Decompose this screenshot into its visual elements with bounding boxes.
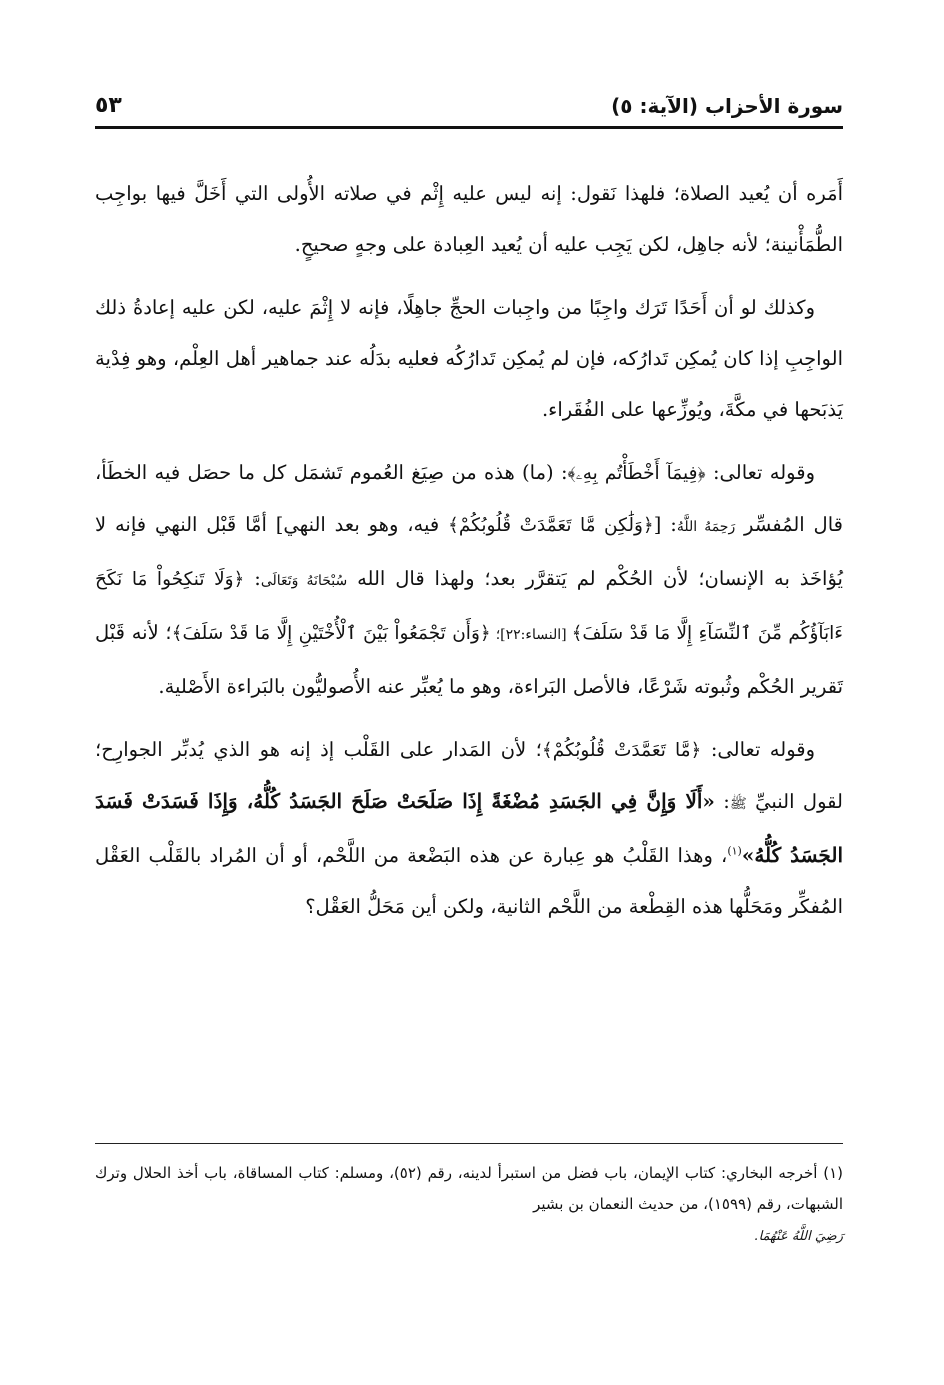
footnote-1 (95, 1158, 843, 1252)
paragraph-3 (95, 447, 843, 712)
text-run: : [ (653, 513, 677, 536)
honorific: رَحِمَهُ اللَّهُ (676, 519, 736, 535)
book-page (95, 80, 843, 1320)
quran-verse: ﴿مَّا تَعَمَّدَتْ قُلُوبُكُمْ﴾ (541, 740, 702, 761)
running-title: سورة الأحزاب (الآية: ٥) (611, 94, 843, 118)
footnote-honorific: رَضِيَ اللَّهُ عَنْهُمَا. (754, 1229, 843, 1244)
text-run: : (ما) هذه من صِيَغ العُموم تَشمَل كل ما حصَل فيه الخطَأ، قال المُفسِّر (95, 461, 843, 536)
text-run: ، وهذا القَلْبُ هو عِبارة عن هذه البَضْعة من اللَّحْم، أو أن المُراد بالقَلْب العَقْل المُفكِّر ومَحَلُّها هذه القِطْعة من اللَّحْم الثانية، ولكن أين مَحَلُّ العَقْل؟ (95, 844, 843, 918)
paragraph-2: وكذلك لو أن أَحَدًا تَرَك واجِبًا من واجِبات الحجِّ جاهِلًا، فإنه لا إِثْمَ عليه، لكن عليه إعادةُ ذلك الواجِبِ إذا كان يُمكِن تَدارُكه، فإن لم يُمكِن تَدارُكُه فعليه بدَلُه عند جماهير أهل العِلْم، وهو فِدْية يَذبَحها في مكَّةَ، ويُوزِّعها على الفُقَراء. (95, 296, 843, 421)
text-run: فيه، وهو بعد النهي] أمَّا قَبْل النهي فإنه لا يُؤاخَذ به الإنسان؛ لأن الحُكْم لم يَتقرَّر بعد؛ ولهذا قال الله (95, 513, 843, 590)
footnote-rule (95, 1143, 843, 1144)
verse-reference: [النساء:٢٢]؛ (490, 627, 572, 643)
quran-verse: ﴿فِيمَآ أَخْطَأْتُم بِهِۦ﴾ (567, 463, 706, 484)
honorific: سُبْحَانَهُ وَتَعَالَى (260, 573, 348, 589)
text-run: ؛ لأنه قَبْل تَقرير الحُكْم وثُبوته شَرْعًا، فالأصل البَراءة، وهو ما يُعبِّر عنه الأُصوليُّون بالبَراءة الأَصْلية. (95, 621, 843, 698)
page-header (95, 80, 843, 124)
quran-verse: ﴿وَلَا تَنكِحُواْ مَا نَكَحَ ءَابَآؤُكُم مِّنَ ٱلنِّسَآءِ إِلَّا مَا قَدْ سَلَفَ﴾ (95, 569, 843, 644)
text-run: وقوله تعالى: (701, 738, 816, 761)
text-run: : (244, 567, 261, 590)
main-text (95, 168, 843, 944)
text-run: ؛ لأن المَدار على القَلْب إذ إنه هو الذي يُدبِّر الجوارِح؛ لقول النبيِّ (95, 738, 843, 813)
header-rule (95, 126, 843, 129)
paragraph-1: أَمَره أن يُعيد الصلاة؛ فلهذا نَقول: إنه ليس عليه إِثْم في صلاته الأُولى التي أَخَلَّ فيها بواجِب الطُّمَأْنينة؛ لأنه جاهِل، لكن يَجِب عليه أن يُعيد العِبادة على وجهٍ صحيحٍ. (95, 182, 843, 256)
paragraph-4 (95, 724, 843, 932)
footnotes (95, 1158, 843, 1252)
page-number: ٥٣ (95, 93, 122, 118)
quran-verse: ﴿وَلَٰكِن مَّا تَعَمَّدَتْ قُلُوبُكُمْ﴾ (448, 515, 654, 536)
salawat-glyph: ﷺ (729, 796, 747, 812)
text-run: : (714, 790, 730, 813)
hadith-quote: «أَلَا وَإِنَّ فِي الجَسَدِ مُضْغَةً إِذَا صَلَحَتْ صَلَحَ الجَسَدُ كُلُّهُ، وَإِذَا فَسَدَتْ فَسَدَ الجَسَدُ كُلُّهُ» (95, 789, 843, 867)
text-run: وقوله تعالى: (705, 461, 815, 484)
footnote-marker[interactable]: (١) (727, 844, 742, 858)
quran-verse: ﴿وَأَن تَجْمَعُواْ بَيْنَ ٱلْأُخْتَيْنِ إِلَّا مَا قَدْ سَلَفَ﴾ (171, 623, 491, 644)
footnote-text: (١) أخرجه البخاري: كتاب الإيمان، باب فضل من استبرأ لدينه، رقم (٥٢)، ومسلم: كتاب المساقاة، باب أخذ الحلال وترك الشبهات، رقم (١٥٩٩)، من حديث النعمان بن بشير (95, 1164, 843, 1213)
